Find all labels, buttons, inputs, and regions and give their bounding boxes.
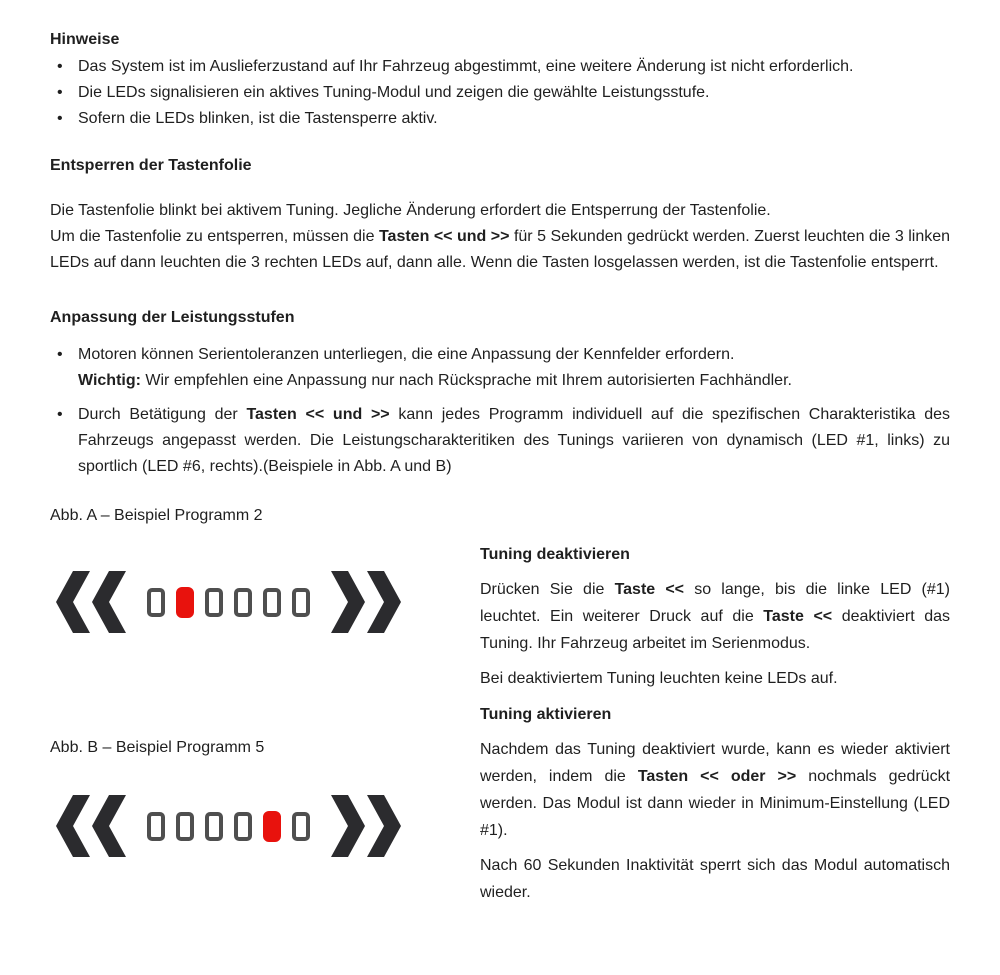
- heading-tuning-aktivieren: Tuning aktivieren: [480, 706, 612, 723]
- list-item: • Sofern die LEDs blinken, ist die Tastensperre aktiv.: [50, 106, 950, 132]
- figure-b-led-display: [56, 794, 480, 858]
- led-5-active: [263, 811, 281, 842]
- section-anpassung: [50, 308, 950, 480]
- double-chevron-left-icon: [56, 795, 126, 857]
- figure-b-caption: Abb. B – Beispiel Programm 5: [50, 739, 265, 756]
- led-strip: [147, 587, 310, 618]
- figures-column: [50, 506, 480, 858]
- led-6: [292, 812, 310, 841]
- figure-a-caption: Abb. A – Beispiel Programm 2: [50, 507, 263, 524]
- led-1: [147, 588, 165, 617]
- section-hinweise: [50, 30, 950, 132]
- led-6: [292, 588, 310, 617]
- section-title-entsperren: Entsperren der Tastenfolie: [50, 157, 252, 174]
- tuning-deaktivieren-paragraph: Drücken Sie die Taste << so lange, bis die linke LED (#1) leuchtet. Ein weiterer Druck auf die Taste << deaktiviert das Tuning. Ihr Fahrzeug arbeitet im Serienmodus.: [480, 581, 951, 652]
- section-title-anpassung: Anpassung der Leistungsstufen: [50, 309, 295, 326]
- tuning-deaktivieren-note: Bei deaktiviertem Tuning leuchten keine LEDs auf.: [480, 670, 838, 687]
- entsperren-paragraph: Die Tastenfolie blinkt bei aktivem Tuning. Jegliche Änderung erfordert die Entsperrung der Tastenfolie. Um die Tastenfolie zu entsperren, müssen die Tasten << und >> für 5 Sekunden gedrückt werden. Zuerst leuchten die 3 linken LEDs auf dann leuchten die 3 rechten LEDs auf, dann alle. Wenn die Tasten losgelassen werden, ist die Tastenfolie entsperrt.: [50, 202, 951, 271]
- led-3: [205, 588, 223, 617]
- led-1: [147, 812, 165, 841]
- double-chevron-left-icon: [56, 571, 126, 633]
- list-item: • Motoren können Serientoleranzen unterliegen, die eine Anpassung der Kennfelder erfordern. Wichtig: Wir empfehlen eine Anpassung nur nach Rücksprache mit Ihrem autorisierten Fachhändler.: [50, 342, 950, 394]
- led-3: [205, 812, 223, 841]
- two-column-area: [50, 506, 950, 906]
- led-2: [176, 812, 194, 841]
- section-entsperren: [50, 156, 950, 276]
- list-item: • Durch Betätigung der Tasten << und >> kann jedes Programm individuell auf die spezifischen Charakteristika des Fahrzeugs angepasst werden. Die Leistungscharakteritiken des Tunings variieren von dynamisch (LED #1, links) zu sportlich (LED #6, rechts).(Beispiele in Abb. A und B): [50, 402, 950, 480]
- led-4: [234, 588, 252, 617]
- led-4: [234, 812, 252, 841]
- led-2-active: [176, 587, 194, 618]
- tuning-text-column: [480, 506, 950, 906]
- section-title-hinweise: Hinweise: [50, 31, 120, 48]
- tuning-aktivieren-note: Nach 60 Sekunden Inaktivität sperrt sich das Modul automatisch wieder.: [480, 857, 950, 901]
- list-item: • Die LEDs signalisieren ein aktives Tuning-Modul und zeigen die gewählte Leistungsstufe.: [50, 80, 950, 106]
- anpassung-list: [50, 342, 950, 480]
- tuning-aktivieren-paragraph: Nachdem das Tuning deaktiviert wurde, kann es wieder aktiviert werden, indem die Tasten << oder >> nochmals gedrückt werden. Das Modul ist dann wieder in Minimum-Einstellung (LED #1).: [480, 741, 951, 839]
- heading-tuning-deaktivieren: Tuning deaktivieren: [480, 546, 630, 563]
- figure-a-led-display: [56, 570, 480, 634]
- list-item: • Das System ist im Auslieferzustand auf Ihr Fahrzeug abgestimmt, eine weitere Änderung ist nicht erforderlich.: [50, 54, 950, 80]
- led-strip: [147, 811, 310, 842]
- double-chevron-right-icon: [331, 795, 401, 857]
- led-5: [263, 588, 281, 617]
- double-chevron-right-icon: [331, 571, 401, 633]
- hinweise-list: [50, 54, 950, 132]
